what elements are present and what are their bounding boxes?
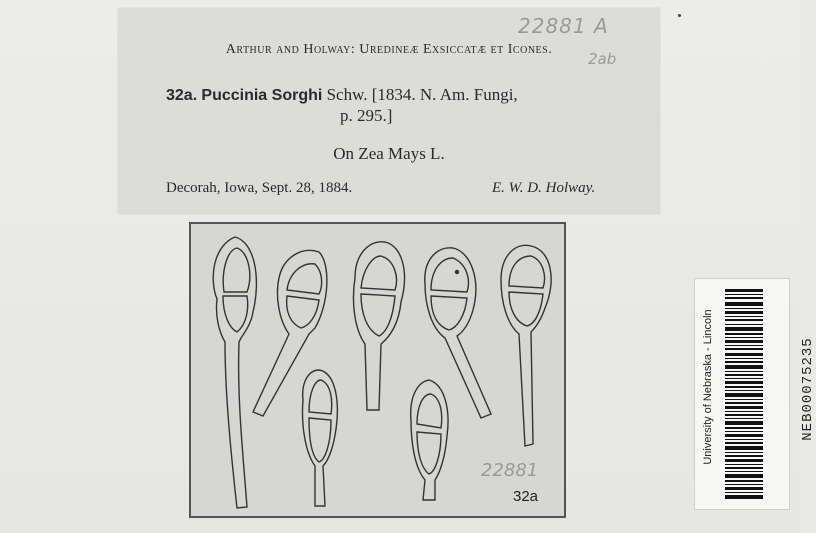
pencil-accession-number: 22881 A (518, 14, 609, 38)
barcode-label (694, 278, 816, 510)
teliospore-1 (213, 237, 256, 508)
species-name: Puccinia Sorghi (201, 87, 323, 104)
specimen-number: 32a. (166, 87, 198, 104)
label-header: Arthur and Holway: Uredineæ Exsiccatæ et Icones. (225, 42, 553, 57)
institution-name: University of Nebraska - Lincoln (702, 309, 714, 465)
pencil-code: 2ab (588, 50, 617, 68)
locality-date: Decorah, Iowa, Sept. 28, 1884. (166, 180, 353, 196)
host-plant: On Zea Mays L. (333, 144, 445, 163)
teliospore-4 (425, 248, 491, 418)
teliospore-5 (501, 245, 551, 446)
barcode-number: NEB00075235 (800, 337, 816, 441)
citation-line-1: Schw. [1834. N. Am. Fungi, (326, 85, 518, 104)
specimen-label (118, 8, 660, 214)
illustration-plate (189, 222, 566, 518)
figure-label: 32a (513, 488, 539, 505)
teliospore-3 (353, 242, 404, 410)
label-title (166, 85, 518, 106)
teliospore-2 (253, 250, 327, 416)
citation-line-2: p. 295.] (340, 106, 393, 125)
barcode-bars (725, 289, 763, 499)
speck (678, 14, 681, 17)
teliospore-7 (411, 380, 448, 500)
collector: E. W. D. Holway. (492, 180, 596, 196)
pencil-plate-number: 22881 (481, 460, 539, 481)
teliospore-6 (303, 370, 338, 506)
